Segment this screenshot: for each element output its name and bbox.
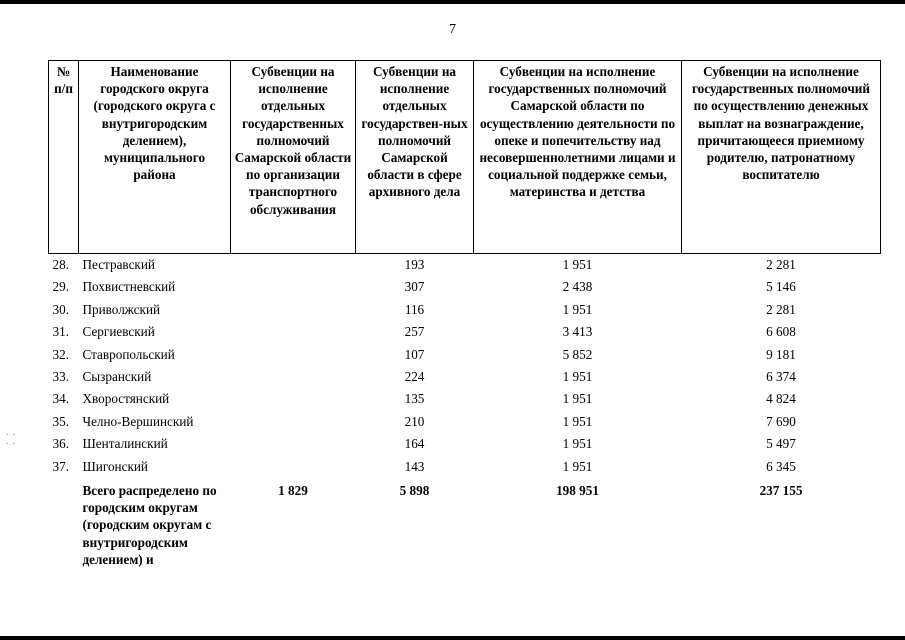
row-number: 33. — [52, 369, 69, 385]
transport-value — [231, 321, 356, 343]
archive-value: 257 — [404, 324, 425, 340]
table-row — [49, 411, 881, 433]
district-name: Шигонский — [82, 458, 148, 474]
header-district-name: Наименование городского округа (городского округа с внутригородским делением), муниципального района — [79, 61, 231, 254]
subventions-table — [48, 60, 881, 568]
foster-value: 6 608 — [766, 324, 796, 340]
guardianship-value: 1 951 — [562, 301, 593, 317]
header-number: № п/п — [49, 61, 79, 254]
transport-value — [231, 344, 356, 366]
archive-value: 143 — [404, 458, 425, 474]
row-number: 29. — [52, 279, 69, 295]
district-name: Пестравский — [79, 254, 231, 277]
guardianship-value: 1 951 — [562, 413, 593, 429]
header-foster-subvention: Субвенции на исполнение государственных полномочий по осуществлению денежных выплат на вознаграждение, причитающееся приемному родителю, патронатному воспитателю — [682, 61, 881, 254]
archive-value: 135 — [404, 391, 425, 407]
guardianship-value: 2 438 — [562, 279, 593, 295]
transport-value — [231, 276, 356, 298]
archive-value: 107 — [404, 346, 425, 362]
transport-value — [231, 299, 356, 321]
header-archive-subvention: Субвенции на исполнение отдельных государствен-ных полномочий Самарской области в сфере архивного дела — [356, 61, 474, 254]
table-row — [49, 388, 881, 410]
guardianship-value: 5 852 — [562, 346, 593, 362]
foster-value: 6 345 — [766, 458, 796, 474]
row-number: 36. — [52, 436, 69, 452]
bottom-border — [0, 636, 905, 640]
total-row — [49, 478, 881, 568]
foster-value: 2 281 — [766, 301, 796, 317]
total-archive: 5 898 — [399, 483, 430, 499]
table-header-row — [49, 61, 881, 254]
total-guardianship: 198 951 — [556, 483, 599, 499]
guardianship-value: 1 951 — [562, 391, 593, 407]
transport-value — [231, 411, 356, 433]
district-name: Сергиевский — [82, 324, 155, 340]
top-border — [0, 0, 905, 4]
header-guardianship-subvention: Субвенции на исполнение государственных полномочий Самарской области по осуществлению деятельности по опеке и попечительству над несовершеннолетними лицами и социальной поддержке семьи, материнства и детства — [474, 61, 682, 254]
archive-value: 116 — [404, 301, 425, 317]
foster-value: 2 281 — [682, 254, 881, 277]
district-name: Хворостянский — [82, 391, 170, 407]
table-row — [49, 321, 881, 343]
foster-value: 9 181 — [766, 346, 796, 362]
district-name: Ставропольский — [82, 346, 175, 362]
guardianship-value: 1 951 — [474, 254, 682, 277]
archive-value: 210 — [404, 413, 425, 429]
row-number: 34. — [52, 391, 69, 407]
table-row — [49, 254, 881, 277]
transport-value — [231, 388, 356, 410]
scan-artifact-dots: . . . . — [6, 427, 16, 446]
total-transport: 1 829 — [278, 483, 308, 499]
archive-value: 224 — [404, 369, 425, 385]
foster-value: 5 146 — [766, 279, 796, 295]
header-transport-subvention: Субвенции на исполнение отдельных государственных полномочий Самарской области по организации транспортного обслуживания — [231, 61, 356, 254]
foster-value: 7 690 — [766, 413, 796, 429]
district-name: Похвистневский — [82, 279, 176, 295]
page-number: 7 — [449, 22, 456, 37]
total-number-cell — [49, 478, 79, 568]
transport-value — [231, 456, 356, 478]
guardianship-value: 1 951 — [562, 458, 593, 474]
district-name: Шенталинский — [82, 436, 168, 452]
guardianship-value: 3 413 — [562, 324, 593, 340]
guardianship-value: 1 951 — [562, 369, 593, 385]
district-name: Челно-Вершинский — [82, 413, 194, 429]
district-name: Приволжский — [82, 301, 161, 317]
guardianship-value: 1 951 — [562, 436, 593, 452]
row-number: 32. — [52, 346, 69, 362]
foster-value: 5 497 — [766, 436, 796, 452]
archive-value: 193 — [356, 254, 474, 277]
row-number: 37. — [52, 458, 69, 474]
transport-value — [231, 366, 356, 388]
row-number: 31. — [52, 324, 69, 340]
table-row — [49, 366, 881, 388]
row-number: 35. — [52, 413, 69, 429]
row-number: 30. — [52, 301, 69, 317]
foster-value: 4 824 — [766, 391, 796, 407]
row-number: 28. — [49, 254, 79, 277]
transport-value — [231, 254, 356, 277]
archive-value: 164 — [404, 436, 425, 452]
total-foster: 237 155 — [759, 483, 803, 499]
table-row — [49, 456, 881, 478]
table-row — [49, 344, 881, 366]
table-row — [49, 299, 881, 321]
district-name: Сызранский — [82, 369, 152, 385]
table-row — [49, 433, 881, 455]
transport-value — [231, 433, 356, 455]
total-label: Всего распределено по городским округам (городским округам с внутригородским делением) и — [82, 483, 217, 567]
table-row — [49, 276, 881, 298]
foster-value: 6 374 — [766, 369, 796, 385]
archive-value: 307 — [404, 279, 425, 295]
